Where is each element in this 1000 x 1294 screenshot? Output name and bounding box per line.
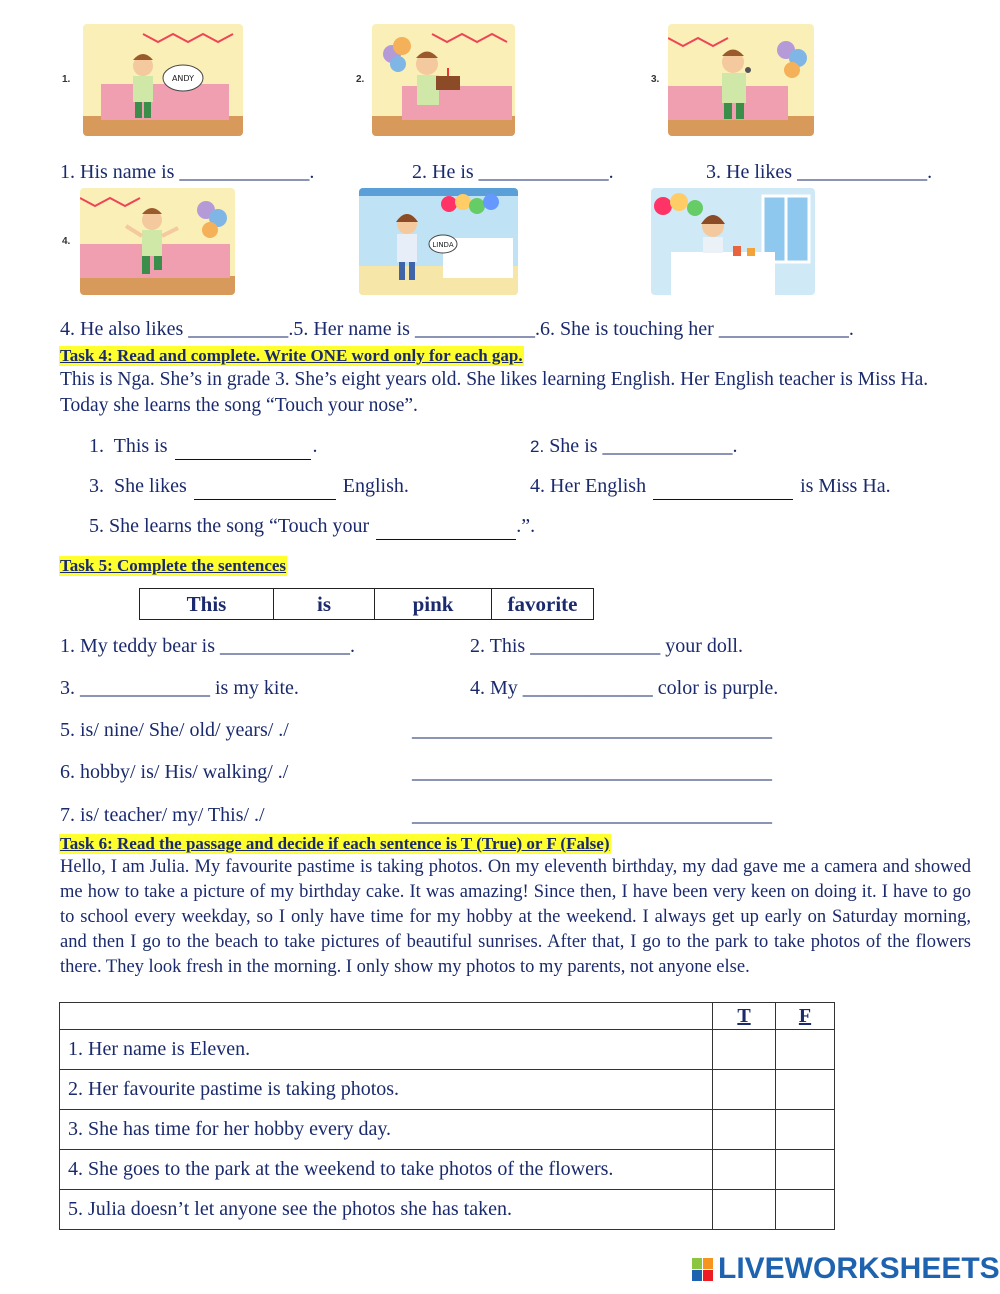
picture-question-3: 3. He likes _____________. [706,161,933,183]
item-text-after: English. [342,475,409,497]
false-answer-cell[interactable] [776,1110,835,1150]
reorder-prompt-7: 7. is/ teacher/ my/ This/ ./ [60,804,265,826]
reorder-prompt-6: 6. hobby/ is/ His/ walking/ ./ [60,761,289,783]
task6-title: Task 6: Read the passage and decide if each sentence is T (True) or F (False) [60,834,610,853]
picture-question-4: 4. He also likes __________ [60,318,289,340]
party-boy-singing-illustration [668,24,814,136]
picture-question-2: 2. He is _____________. [412,161,614,183]
true-answer-cell[interactable] [713,1190,776,1230]
item-number: 3. [89,475,104,497]
item-text-after: . [312,435,318,457]
item-text-after: is Miss Ha. [800,475,891,497]
party-boy-dancing-illustration [80,188,235,295]
false-answer-cell[interactable] [776,1150,835,1190]
table-row [60,1190,835,1230]
task4-item-5 [89,515,535,540]
item-number: 4. [530,475,545,497]
party-girl-touching-illustration [651,188,815,295]
picture-boy-name-tag [83,24,243,136]
item-number: 2. [530,437,545,456]
picture-number: 4. [62,236,71,247]
party-boy-illustration [83,24,243,136]
item-text-after: .”. [516,515,536,537]
name-tag-text: LINDA [432,241,454,249]
picture-boy-birthday-cake [372,24,515,136]
word-box-item: is [274,589,375,620]
header-false: F [776,1003,835,1030]
task4-title: Task 4: Read and complete. Write ONE word only for each gap. [60,346,523,365]
picture-boy-singing [668,24,814,136]
liveworksheets-logo[interactable]: LIVEWORKSHEETS [718,1252,1000,1285]
item-text: She likes [114,475,187,497]
task5-sentence-2: 2. This _____________ your doll. [470,635,743,657]
task4-item-4 [530,475,891,500]
header-true: T [713,1003,776,1030]
item-text: She learns the song “Touch your [109,515,370,537]
true-false-table [59,1002,835,1230]
reorder-answer-line-6[interactable]: ____________________________________ [412,761,772,783]
item-number: 1. [89,435,104,457]
task5-sentence-4: 4. My _____________ color is purple. [470,677,779,699]
task5-title: Task 5: Complete the sentences [60,556,287,575]
table-header-row [60,1003,835,1030]
picture-girl-name-tag [359,188,518,295]
table-row [60,1150,835,1190]
statement-cell: 5. Julia doesn’t let anyone see the photos she has taken. [60,1190,713,1230]
task4-item-1 [89,435,318,460]
reorder-answer-line-5[interactable]: ____________________________________ [412,719,772,741]
item-number: 5. [89,515,104,537]
true-answer-cell[interactable] [713,1070,776,1110]
item-text: This is [113,435,168,457]
picture-girl-touching-face [651,188,815,295]
picture-boy-dancing [80,188,235,295]
party-girl-illustration [359,188,518,295]
picture-question-1: 1. His name is _____________. [60,161,315,183]
picture-question-4-5-6 [60,318,854,341]
task4-answer-5[interactable] [376,517,516,540]
true-answer-cell[interactable] [713,1150,776,1190]
table-row [60,1030,835,1070]
picture-question-6: .6. She is touching her _____________. [534,318,854,340]
statement-cell: 4. She goes to the park at the weekend to take photos of the flowers. [60,1150,713,1190]
statement-cell: 2. Her favourite pastime is taking photos. [60,1070,713,1110]
item-text: Her English [550,475,647,497]
task4-item-3 [89,475,409,500]
picture-number: 3. [651,74,660,85]
task4-passage: This is Nga. She’s in grade 3. She’s eight years old. She likes learning English. Her English teacher is Miss Ha. Today she learns the song “Touch your nose”. [60,369,929,416]
reorder-answer-line-7[interactable]: ____________________________________ [412,804,772,826]
task4-answer-4[interactable] [653,477,793,500]
task4-answer-1[interactable] [175,437,311,460]
statement-cell: 3. She has time for her hobby every day. [60,1110,713,1150]
name-tag-text: ANDY [171,74,195,83]
false-answer-cell[interactable] [776,1070,835,1110]
picture-number: 1. [62,74,71,85]
false-answer-cell[interactable] [776,1030,835,1070]
true-answer-cell[interactable] [713,1030,776,1070]
liveworksheets-logo-icon [692,1258,714,1282]
task5-sentence-3: 3. _____________ is my kite. [60,677,299,699]
task4-item-2 [530,435,738,458]
picture-number: 2. [356,74,365,85]
word-box-item: favorite [492,589,594,620]
true-answer-cell[interactable] [713,1110,776,1150]
false-answer-cell[interactable] [776,1190,835,1230]
word-box-item: pink [375,589,492,620]
word-box-item: This [140,589,274,620]
task4-answer-3[interactable] [194,477,336,500]
party-boy-cake-illustration [372,24,515,136]
table-row [60,1110,835,1150]
picture-question-5: .5. Her name is ____________ [288,318,535,340]
statement-cell: 1. Her name is Eleven. [60,1030,713,1070]
task5-sentence-1: 1. My teddy bear is _____________. [60,635,355,657]
table-row [60,1070,835,1110]
header-blank-cell [60,1003,713,1030]
item-text: She is _____________. [549,435,738,457]
reorder-prompt-5: 5. is/ nine/ She/ old/ years/ ./ [60,719,289,741]
task6-passage: Hello, I am Julia. My favourite pastime is taking photos. On my eleventh birthday, my dad gave me a camera and showed me how to take a picture of my birthday cake. It was amazing! Since then, I have been very keen on doing it. I have to go to school every weekday, so I only have time for my hobby at the weekend. I always get up early on Saturday morning, and then I go to the beach to take pictures of beautiful sunrises. After that, I go to the park to take photos of the flowers there. They look fresh in the morning. I only show my photos to my parents, not anyone else. [60,857,971,977]
word-box [139,588,594,620]
